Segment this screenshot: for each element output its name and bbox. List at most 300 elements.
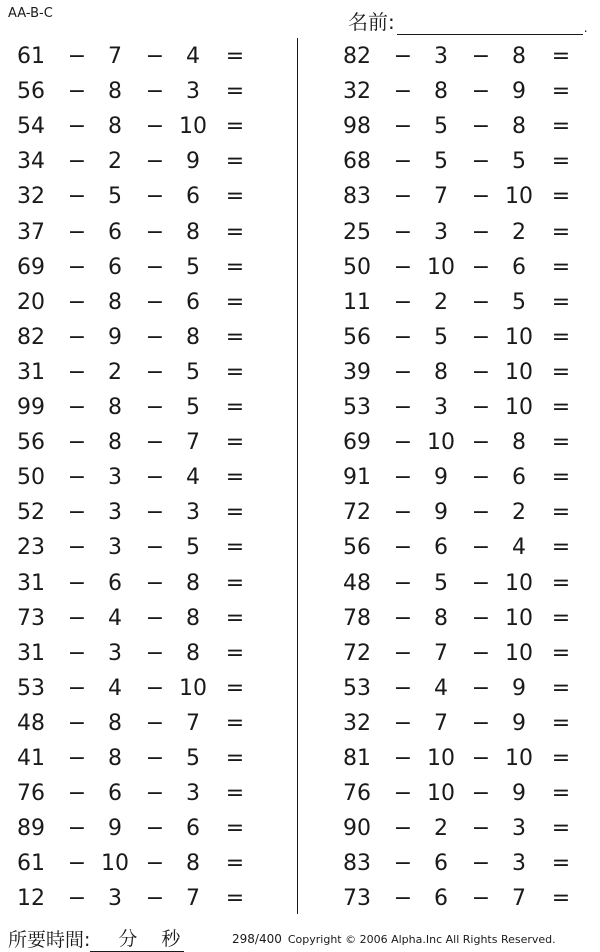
subtrahend-2: 5 [186,746,200,771]
minuend: 56 [17,79,45,105]
minuend: 32 [343,79,371,105]
subtrahend-1: 5 [108,184,122,210]
subtrahend-2: 9 [186,149,200,175]
right-problem-row [0,530,571,565]
minus-sign: − [471,79,491,105]
minuend: 76 [343,781,371,807]
minus-sign: − [471,395,491,420]
minus-sign: − [67,324,87,350]
minus-sign: − [471,675,491,701]
equals-sign: = [225,114,245,140]
minuend: 73 [343,886,371,912]
minus-sign: − [393,710,413,736]
subtrahend-2: 6 [186,816,200,842]
subtrahend-1: 3 [108,886,122,912]
minus-sign: − [393,465,413,491]
minus-sign: − [393,781,413,807]
minus-sign: − [145,886,165,912]
minus-sign: − [471,254,491,280]
minus-sign: − [145,851,165,877]
minus-sign: − [67,114,87,140]
minuend: 25 [343,219,371,245]
subtrahend-1: 3 [108,535,122,561]
minus-sign: − [393,219,413,245]
minus-sign: − [393,500,413,526]
subtrahend-1: 2 [434,816,448,842]
minutes-unit: 分 [118,928,138,950]
minuend: 82 [17,324,45,350]
subtrahend-2: 6 [186,289,200,315]
equals-sign: = [551,500,571,526]
subtrahend-1: 6 [434,886,448,912]
equals-sign: = [225,675,245,701]
subtrahend-2: 10 [505,640,533,666]
minuend: 48 [17,710,45,736]
subtrahend-1: 9 [108,324,122,350]
minus-sign: − [145,219,165,245]
subtrahend-2: 6 [512,465,526,491]
minus-sign: − [393,816,413,842]
minuend: 99 [17,395,45,420]
subtrahend-1: 8 [108,395,122,420]
minus-sign: − [67,219,87,245]
seconds-unit: 秒 [161,928,181,950]
subtrahend-1: 7 [108,44,122,69]
name-field [348,6,588,35]
minuend: 39 [343,359,371,385]
subtrahend-2: 10 [505,359,533,385]
minus-sign: − [471,430,491,456]
minus-sign: − [393,746,413,771]
subtrahend-2: 7 [186,430,200,456]
subtrahend-1: 6 [434,851,448,877]
right-problem-row [0,636,571,671]
minus-sign: − [67,781,87,807]
name-blank-line [397,12,583,35]
minus-sign: − [67,359,87,385]
equals-sign: = [551,640,571,666]
minus-sign: − [145,430,165,456]
equals-sign: = [551,79,571,105]
minuend: 61 [17,44,45,69]
subtrahend-2: 4 [186,465,200,491]
equals-sign: = [225,570,245,596]
minuend: 48 [343,570,371,596]
subtrahend-2: 6 [186,184,200,210]
minuend: 81 [343,746,371,771]
minus-sign: − [67,184,87,210]
minus-sign: − [471,465,491,491]
right-problem-row [0,355,571,390]
minus-sign: − [471,605,491,631]
subtrahend-1: 6 [434,535,448,561]
equals-sign: = [225,816,245,842]
equals-sign: = [225,500,245,526]
equals-sign: = [551,570,571,596]
subtrahend-2: 10 [505,395,533,420]
equals-sign: = [225,289,245,315]
minus-sign: − [67,535,87,561]
minus-sign: − [393,886,413,912]
equals-sign: = [551,605,571,631]
equals-sign: = [551,114,571,140]
subtrahend-1: 2 [108,149,122,175]
subtrahend-1: 3 [434,395,448,420]
equals-sign: = [551,746,571,771]
subtrahend-2: 8 [186,324,200,350]
minuend: 78 [343,605,371,631]
minus-sign: − [471,746,491,771]
subtrahend-2: 8 [512,114,526,140]
subtrahend-2: 2 [512,219,526,245]
minuend: 82 [343,44,371,69]
minus-sign: − [145,640,165,666]
subtrahend-2: 8 [512,430,526,456]
minus-sign: − [67,570,87,596]
minus-sign: − [67,886,87,912]
right-problem-row [0,706,571,741]
minus-sign: − [67,430,87,456]
minus-sign: − [471,184,491,210]
subtrahend-2: 8 [512,44,526,69]
equals-sign: = [551,359,571,385]
subtrahend-1: 3 [108,640,122,666]
minuend: 83 [343,184,371,210]
subtrahend-2: 7 [186,886,200,912]
right-problem-row [0,74,571,109]
minus-sign: − [471,570,491,596]
minuend: 56 [343,324,371,350]
right-problem-row [0,460,571,495]
subtrahend-2: 7 [186,710,200,736]
right-problem-row [0,671,571,706]
equals-sign: = [225,254,245,280]
right-problem-row [0,320,571,355]
minuend: 37 [17,219,45,245]
minus-sign: − [393,254,413,280]
minus-sign: − [393,430,413,456]
subtrahend-1: 10 [101,851,129,877]
subtrahend-2: 10 [505,605,533,631]
minus-sign: − [67,710,87,736]
minus-sign: − [145,395,165,420]
minuend: 76 [17,781,45,807]
minus-sign: − [67,44,87,69]
minuend: 50 [343,254,371,280]
subtrahend-1: 10 [427,781,455,807]
minus-sign: − [67,851,87,877]
subtrahend-1: 4 [108,605,122,631]
minus-sign: − [67,640,87,666]
equals-sign: = [551,675,571,701]
equals-sign: = [551,395,571,420]
subtrahend-2: 3 [512,851,526,877]
subtrahend-2: 8 [186,605,200,631]
subtrahend-2: 5 [186,395,200,420]
equals-sign: = [225,184,245,210]
equals-sign: = [551,254,571,280]
subtrahend-1: 2 [434,289,448,315]
equals-sign: = [225,79,245,105]
minus-sign: − [67,675,87,701]
subtrahend-2: 5 [186,535,200,561]
minus-sign: − [393,605,413,631]
equals-sign: = [551,289,571,315]
subtrahend-2: 8 [186,851,200,877]
subtrahend-1: 3 [108,465,122,491]
minus-sign: − [67,605,87,631]
minus-sign: − [145,570,165,596]
equals-sign: = [225,44,245,69]
subtrahend-1: 9 [434,500,448,526]
time-label: 所要時間: [8,929,91,951]
right-problem-row [0,39,571,74]
subtrahend-1: 5 [434,570,448,596]
minuend: 89 [17,816,45,842]
minuend: 83 [343,851,371,877]
minus-sign: − [471,886,491,912]
subtrahend-2: 7 [512,886,526,912]
equals-sign: = [551,465,571,491]
minus-sign: − [393,289,413,315]
subtrahend-2: 3 [186,781,200,807]
minus-sign: − [471,149,491,175]
subtrahend-1: 5 [434,324,448,350]
minus-sign: − [145,465,165,491]
right-problem-row [0,144,571,179]
minus-sign: − [471,535,491,561]
subtrahend-2: 5 [512,289,526,315]
right-problem-row [0,179,571,214]
minuend: 69 [17,254,45,280]
name-label: 名前: [348,10,395,34]
minus-sign: − [145,114,165,140]
equals-sign: = [225,535,245,561]
subtrahend-2: 5 [186,254,200,280]
subtrahend-1: 5 [434,149,448,175]
minus-sign: − [471,324,491,350]
minus-sign: − [393,570,413,596]
minuend: 53 [343,675,371,701]
minus-sign: − [471,500,491,526]
minuend: 69 [343,430,371,456]
subtrahend-1: 8 [108,430,122,456]
subtrahend-2: 4 [186,44,200,69]
minuend: 53 [343,395,371,420]
subtrahend-2: 4 [512,535,526,561]
subtrahend-1: 8 [108,289,122,315]
minus-sign: − [145,324,165,350]
equals-sign: = [551,149,571,175]
subtrahend-2: 10 [179,675,207,701]
minuend: 90 [343,816,371,842]
right-problem-row [0,601,571,636]
minus-sign: − [145,535,165,561]
minus-sign: − [67,79,87,105]
equals-sign: = [225,710,245,736]
subtrahend-1: 10 [427,430,455,456]
minus-sign: − [145,254,165,280]
subtrahend-1: 9 [108,816,122,842]
minuend: 12 [17,886,45,912]
equals-sign: = [225,430,245,456]
equals-sign: = [551,851,571,877]
minuend: 41 [17,746,45,771]
minus-sign: − [145,149,165,175]
minuend: 50 [17,465,45,491]
minus-sign: − [67,465,87,491]
minuend: 32 [17,184,45,210]
minus-sign: − [145,781,165,807]
minus-sign: − [471,359,491,385]
minus-sign: − [145,816,165,842]
right-problem-row [0,846,571,881]
subtrahend-1: 9 [434,465,448,491]
minus-sign: − [145,79,165,105]
subtrahend-1: 3 [434,219,448,245]
minus-sign: − [393,79,413,105]
subtrahend-1: 6 [108,570,122,596]
subtrahend-1: 6 [108,219,122,245]
subtrahend-1: 7 [434,710,448,736]
minus-sign: − [471,114,491,140]
minus-sign: − [393,184,413,210]
right-problem-row [0,250,571,285]
subtrahend-1: 8 [108,114,122,140]
subtrahend-1: 8 [434,605,448,631]
subtrahend-1: 5 [434,114,448,140]
equals-sign: = [225,746,245,771]
minus-sign: − [393,535,413,561]
right-problem-row [0,425,571,460]
minuend: 73 [17,605,45,631]
subtrahend-1: 8 [108,710,122,736]
right-problem-row [0,215,571,250]
subtrahend-2: 10 [505,570,533,596]
minus-sign: − [471,816,491,842]
subtrahend-1: 8 [434,359,448,385]
minuend: 53 [17,675,45,701]
footer-info [232,932,556,946]
minus-sign: − [145,710,165,736]
equals-sign: = [225,149,245,175]
subtrahend-1: 10 [427,746,455,771]
minus-sign: − [145,184,165,210]
minus-sign: − [145,605,165,631]
equals-sign: = [551,219,571,245]
subtrahend-2: 10 [179,114,207,140]
copyright: Copyright © 2006 Alpha.Inc All Rights Reserved. [287,933,556,946]
time-required [8,924,184,952]
subtrahend-1: 6 [108,254,122,280]
right-problem-row [0,881,571,916]
right-problem-row [0,741,571,776]
minuend: 20 [17,289,45,315]
minus-sign: − [145,44,165,69]
equals-sign: = [225,781,245,807]
subtrahend-2: 6 [512,254,526,280]
worksheet-code: AA-B-C [8,6,53,21]
subtrahend-1: 8 [108,79,122,105]
right-problem-row [0,495,571,530]
minus-sign: − [471,640,491,666]
subtrahend-1: 7 [434,640,448,666]
minuend: 61 [17,851,45,877]
subtrahend-1: 7 [434,184,448,210]
equals-sign: = [225,324,245,350]
minus-sign: − [393,359,413,385]
equals-sign: = [225,465,245,491]
subtrahend-1: 3 [434,44,448,69]
equals-sign: = [551,886,571,912]
equals-sign: = [551,781,571,807]
equals-sign: = [551,184,571,210]
subtrahend-2: 9 [512,675,526,701]
page-number: 298/400 [232,932,282,946]
minuend: 31 [17,570,45,596]
subtrahend-1: 10 [427,254,455,280]
equals-sign: = [551,324,571,350]
minus-sign: − [393,149,413,175]
minus-sign: − [145,359,165,385]
subtrahend-1: 4 [108,675,122,701]
subtrahend-1: 4 [434,675,448,701]
name-dot: . [583,21,588,35]
subtrahend-2: 8 [186,219,200,245]
subtrahend-1: 8 [108,746,122,771]
minuend: 31 [17,359,45,385]
minus-sign: − [393,851,413,877]
minuend: 72 [343,500,371,526]
minuend: 32 [343,710,371,736]
subtrahend-1: 8 [434,79,448,105]
minus-sign: − [67,254,87,280]
minuend: 11 [343,289,371,315]
minuend: 56 [17,430,45,456]
right-problem-row [0,811,571,846]
subtrahend-2: 5 [512,149,526,175]
minus-sign: − [67,500,87,526]
right-problem-row [0,109,571,144]
equals-sign: = [551,816,571,842]
equals-sign: = [225,395,245,420]
minus-sign: − [393,114,413,140]
minus-sign: − [145,675,165,701]
subtrahend-2: 10 [505,746,533,771]
subtrahend-2: 9 [512,781,526,807]
minus-sign: − [471,289,491,315]
right-problem-row [0,390,571,425]
minuend: 68 [343,149,371,175]
minuend: 52 [17,500,45,526]
minus-sign: − [471,219,491,245]
subtrahend-2: 2 [512,500,526,526]
minus-sign: − [393,395,413,420]
minus-sign: − [67,746,87,771]
minus-sign: − [471,710,491,736]
subtrahend-2: 9 [512,710,526,736]
equals-sign: = [551,430,571,456]
subtrahend-2: 10 [505,324,533,350]
minuend: 56 [343,535,371,561]
subtrahend-2: 3 [512,816,526,842]
minus-sign: − [67,816,87,842]
subtrahend-1: 3 [108,500,122,526]
minus-sign: − [145,289,165,315]
equals-sign: = [225,605,245,631]
subtrahend-2: 5 [186,359,200,385]
subtrahend-2: 9 [512,79,526,105]
